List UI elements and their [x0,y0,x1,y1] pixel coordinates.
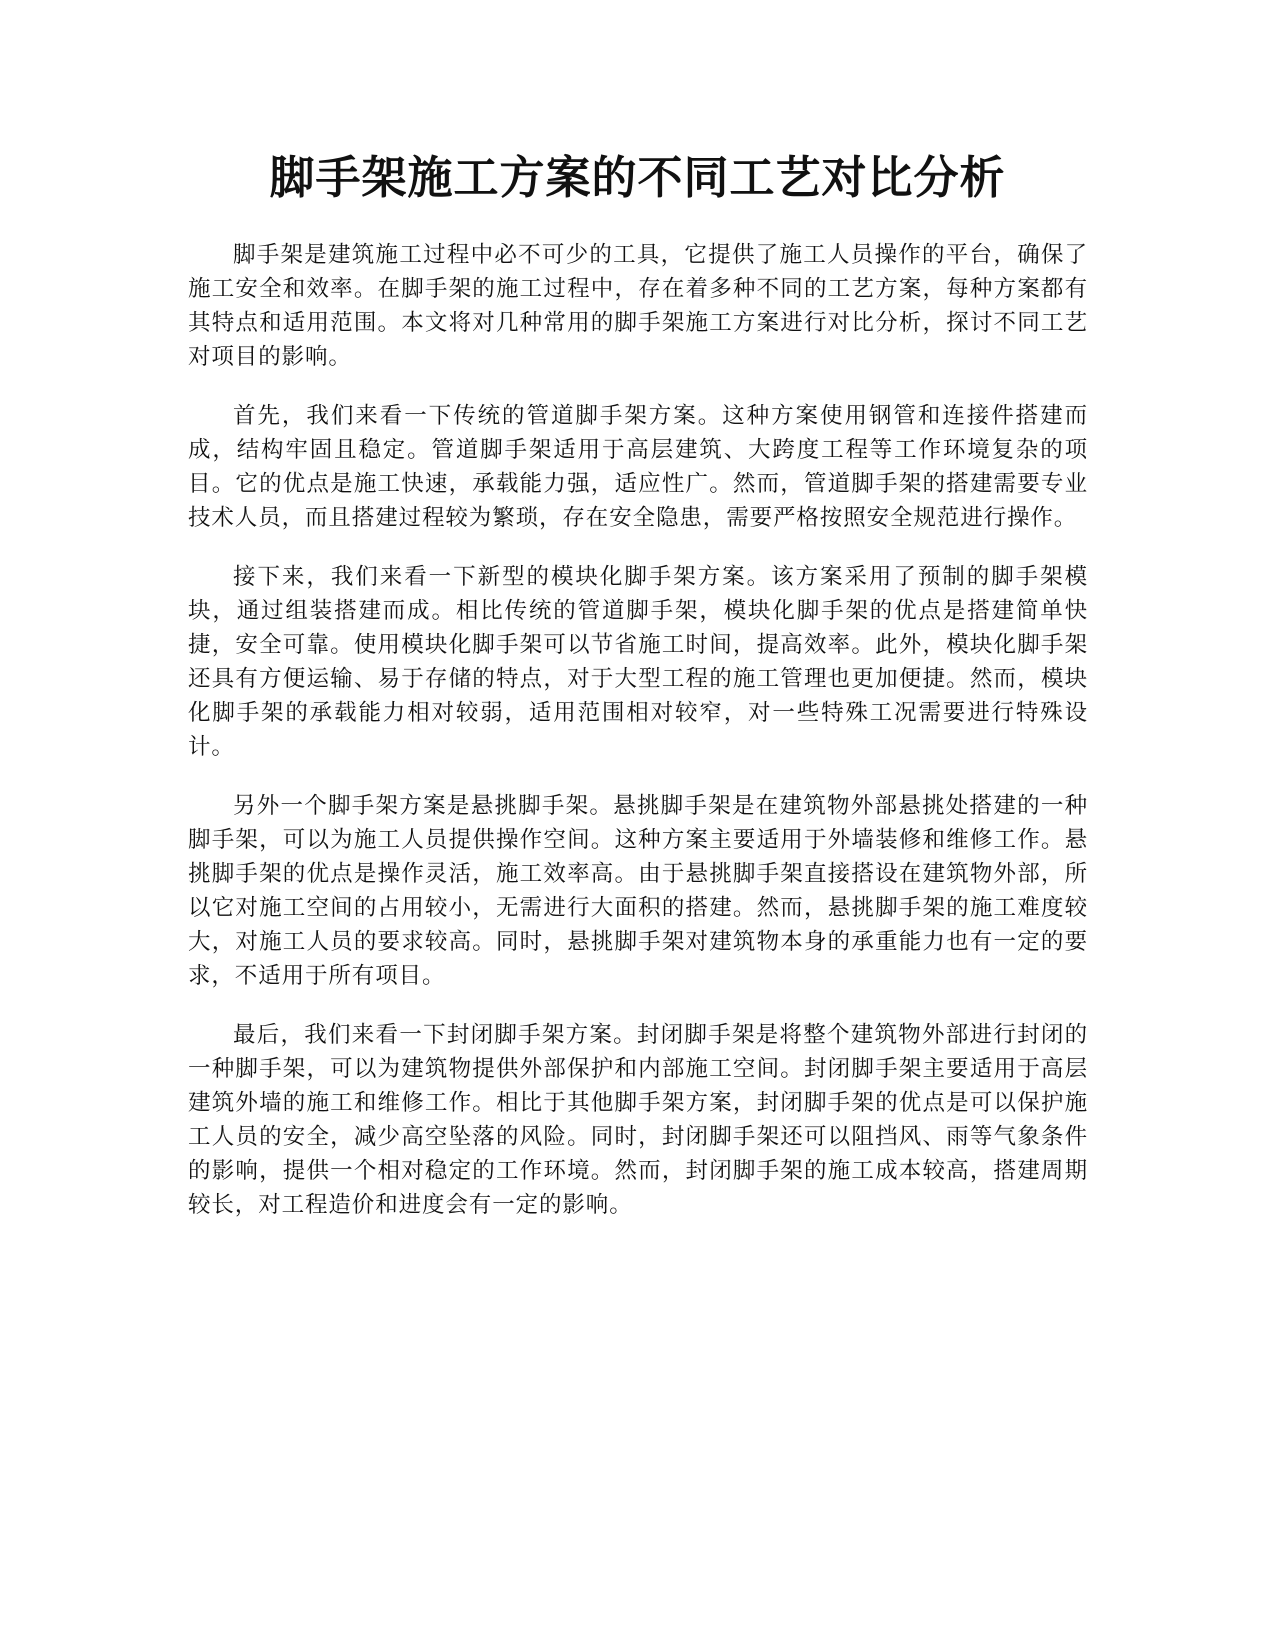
paragraph-modular-scaffold: 接下来，我们来看一下新型的模块化脚手架方案。该方案采用了预制的脚手架模块，通过组装搭建而成。相比传统的管道脚手架，模块化脚手架的优点是搭建简单快捷，安全可靠。使用模块化脚手架可以节省施工时间，提高效率。此外，模块化脚手架还具有方便运输、易于存储的特点，对于大型工程的施工管理也更加便捷。然而，模块化脚手架的承载能力相对较弱，适用范围相对较窄，对一些特殊工况需要进行特殊设计。 [188,564,1088,760]
document-body [188,238,1088,1247]
document-title: 脚手架施工方案的不同工艺对比分析 [269,151,1006,204]
paragraph-cantilever-scaffold: 另外一个脚手架方案是悬挑脚手架。悬挑脚手架是在建筑物外部悬挑处搭建的一种脚手架，可以为施工人员提供操作空间。这种方案主要适用于外墙装修和维修工作。悬挑脚手架的优点是操作灵活，施工效率高。由于悬挑脚手架直接搭设在建筑物外部，所以它对施工空间的占用较小，无需进行大面积的搭建。然而，悬挑脚手架的施工难度较大，对施工人员的要求较高。同时，悬挑脚手架对建筑物本身的承重能力也有一定的要求，不适用于所有项目。 [188,793,1088,989]
paragraph-enclosed-scaffold: 最后，我们来看一下封闭脚手架方案。封闭脚手架是将整个建筑物外部进行封闭的一种脚手架，可以为建筑物提供外部保护和内部施工空间。封闭脚手架主要适用于高层建筑外墙的施工和维修工作。相比于其他脚手架方案，封闭脚手架的优点是可以保护施工人员的安全，减少高空坠落的风险。同时，封闭脚手架还可以阻挡风、雨等气象条件的影响，提供一个相对稳定的工作环境。然而，封闭脚手架的施工成本较高，搭建周期较长，对工程造价和进度会有一定的影响。 [188,1022,1088,1218]
paragraph-intro: 脚手架是建筑施工过程中必不可少的工具，它提供了施工人员操作的平台，确保了施工安全和效率。在脚手架的施工过程中，存在着多种不同的工艺方案，每种方案都有其特点和适用范围。本文将对几种常用的脚手架施工方案进行对比分析，探讨不同工艺对项目的影响。 [188,242,1088,370]
paragraph-pipe-scaffold: 首先，我们来看一下传统的管道脚手架方案。这种方案使用钢管和连接件搭建而成，结构牢固且稳定。管道脚手架适用于高层建筑、大跨度工程等工作环境复杂的项目。它的优点是施工快速，承载能力强，适应性广。然而，管道脚手架的搭建需要专业技术人员，而且搭建过程较为繁琐，存在安全隐患，需要严格按照安全规范进行操作。 [188,403,1088,531]
